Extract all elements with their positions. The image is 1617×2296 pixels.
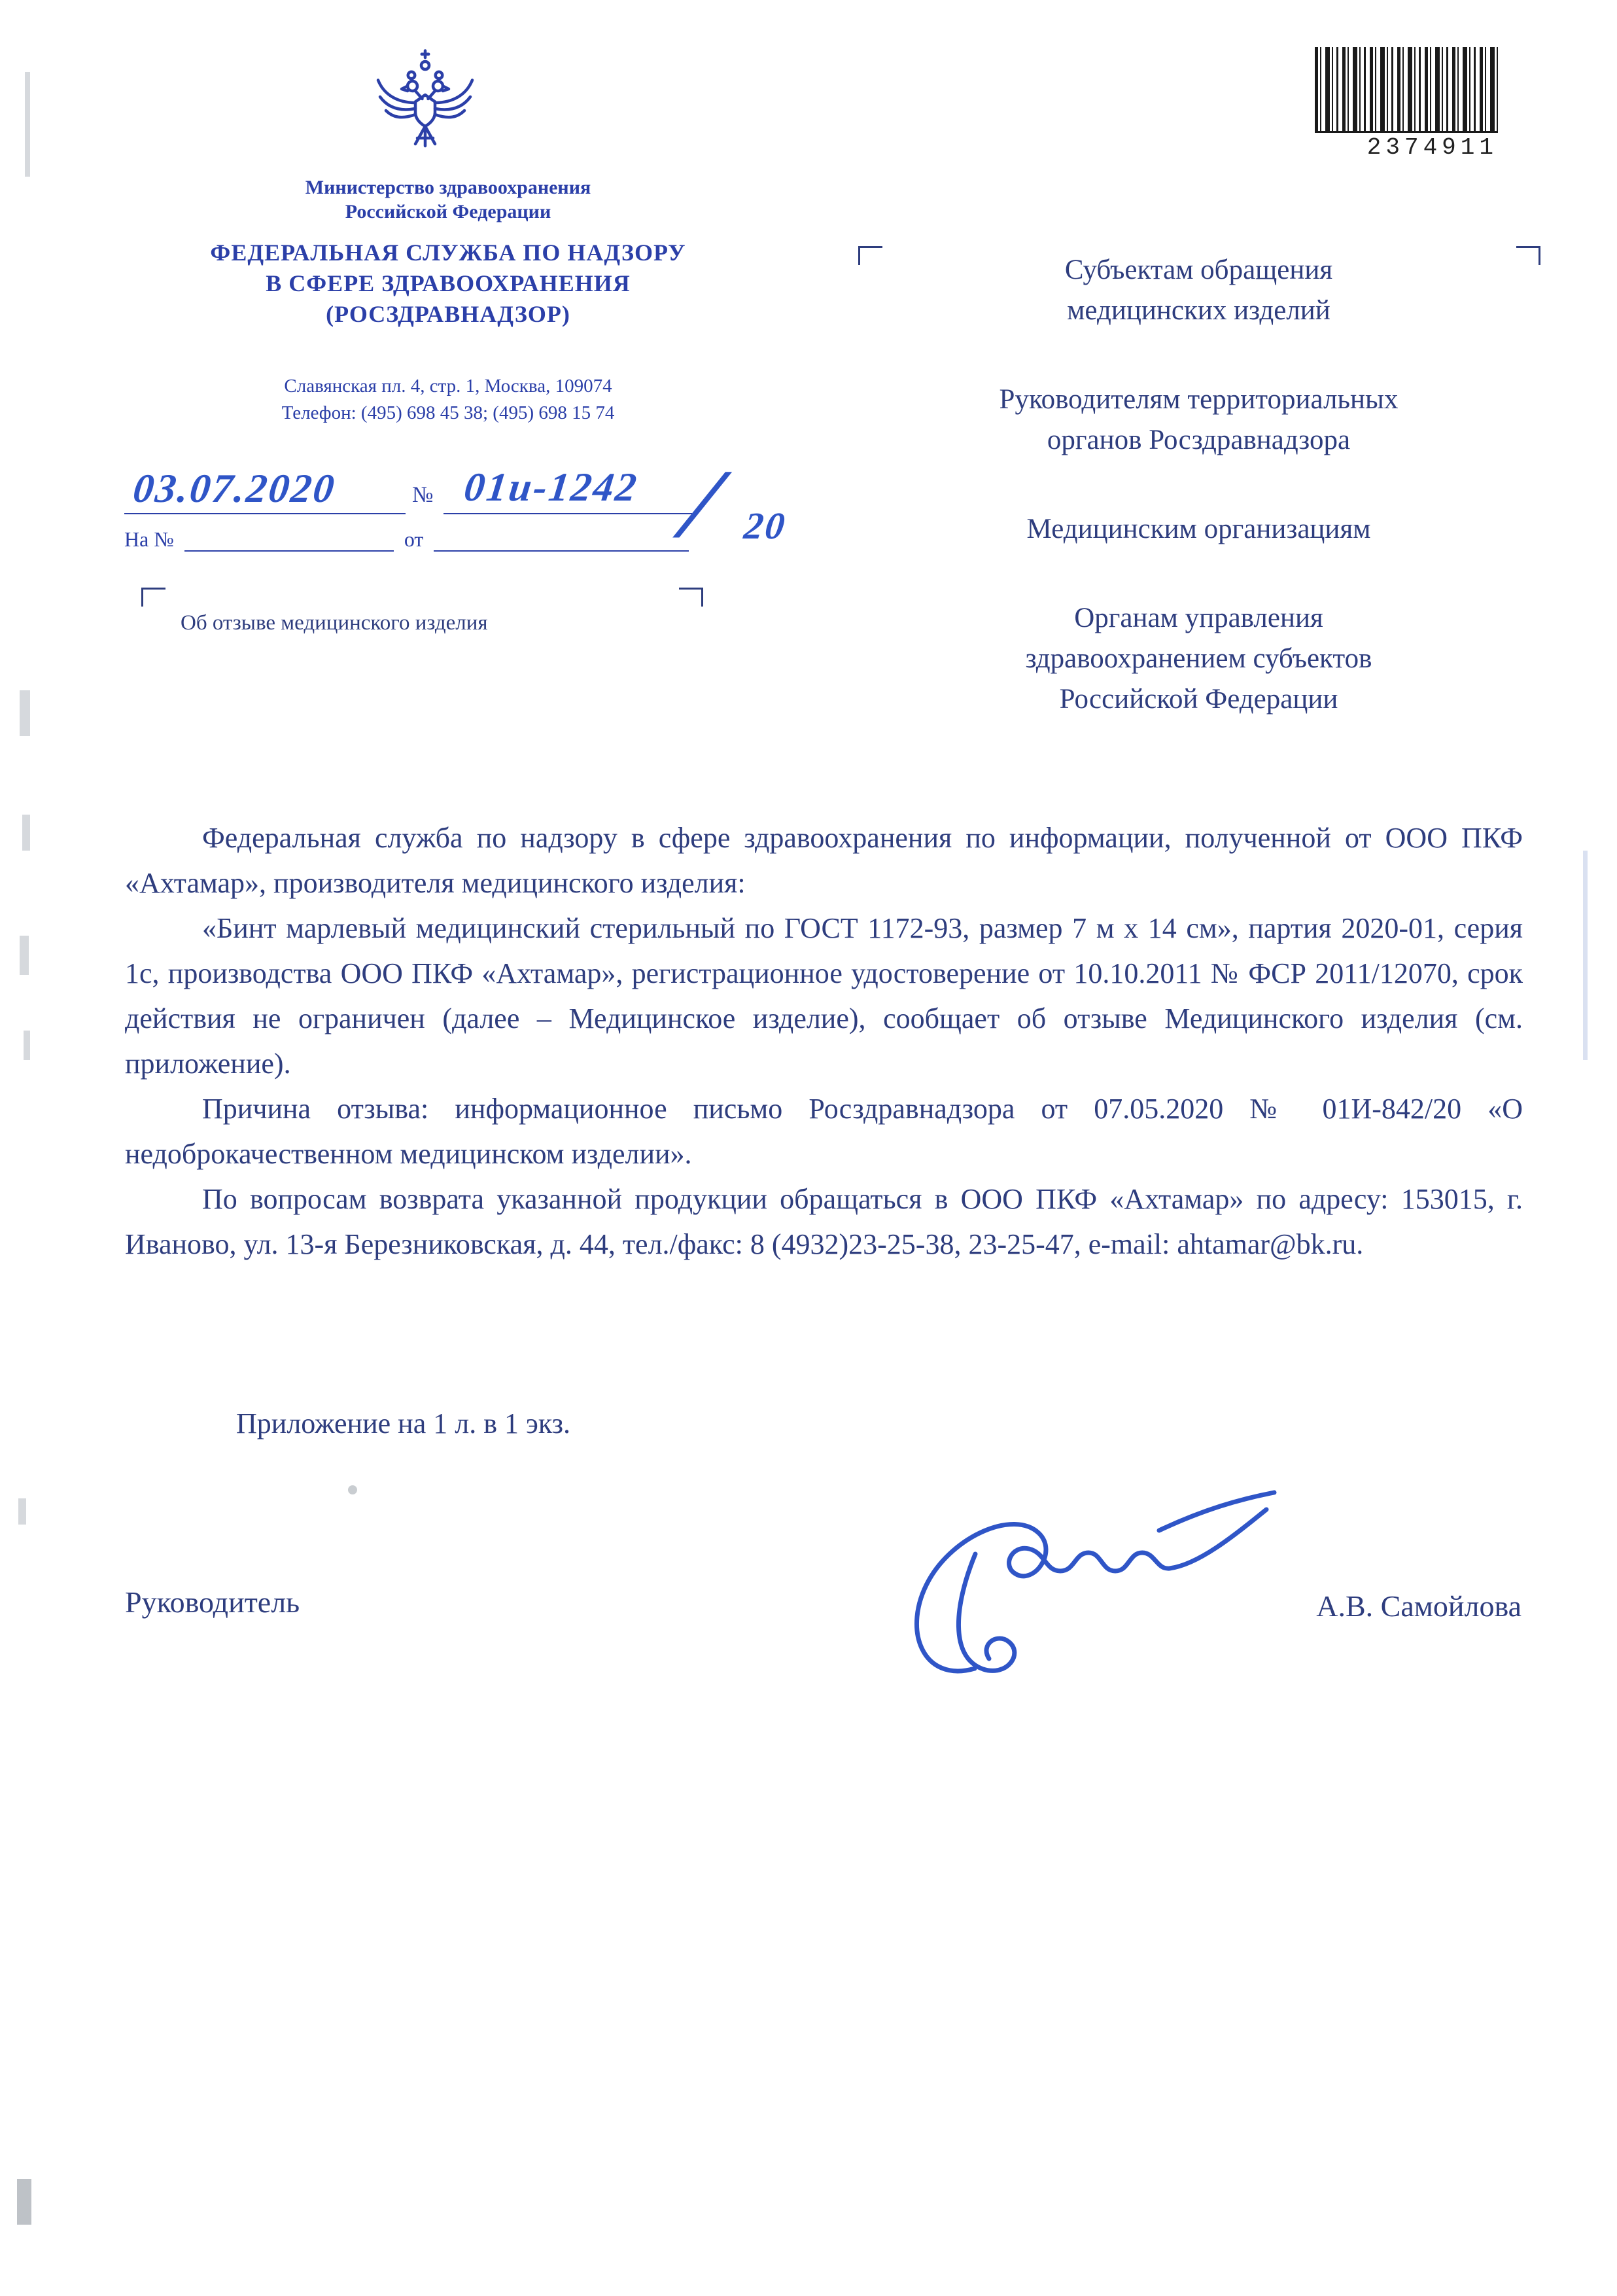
scan-artifact — [22, 815, 30, 851]
addressee-line: медицинских изделий — [1067, 295, 1330, 326]
addressee-line: Российской Федерации — [1059, 684, 1338, 715]
service-line: (РОСЗДРАВНАДЗОР) — [326, 301, 570, 327]
scan-artifact — [20, 690, 30, 736]
addressee-list — [857, 250, 1540, 768]
barcode-bars-icon — [1315, 47, 1498, 133]
signer-title: Руководитель — [125, 1585, 300, 1619]
addressee-block — [857, 250, 1540, 331]
corner-mark-icon — [141, 588, 165, 607]
scan-artifact — [25, 72, 30, 177]
reply-from-label: от — [404, 527, 424, 551]
number-sign: № — [412, 483, 434, 507]
scan-artifact — [1583, 851, 1588, 1060]
attachment-note: Приложение на 1 л. в 1 экз. — [236, 1407, 571, 1439]
subject-label: Об отзыве медицинского изделия — [181, 611, 488, 635]
service-line: ФЕДЕРАЛЬНАЯ СЛУЖБА ПО НАДЗОРУ — [210, 239, 686, 266]
service-line: В СФЕРЕ ЗДРАВООХРАНЕНИЯ — [266, 270, 631, 296]
org-address-line: Телефон: (495) 698 45 38; (495) 698 15 74 — [281, 402, 615, 423]
addressee-line: Субъектам обращения — [1064, 255, 1333, 285]
corner-mark-icon — [679, 588, 703, 607]
ministry-name — [124, 175, 772, 224]
reply-reference-row — [124, 527, 942, 552]
addressee-line: органов Росздравнадзора — [1047, 425, 1351, 455]
scan-artifact — [20, 936, 29, 975]
body-paragraph: Федеральная служба по надзору в сфере здравоохранения по информации, полученной от ООО ПКФ «Ахтамар», производителя медицинского изделия: — [125, 822, 1523, 899]
coat-of-arms-icon — [366, 46, 484, 164]
signer-name: А.В. Самойлова — [1316, 1589, 1521, 1623]
barcode-number: 2374911 — [1366, 134, 1498, 161]
body-paragraph: По вопросам возврата указанной продукции обращаться в ООО ПКФ «Ахтамар» по адресу: 153015, г. Иваново, ул. 13-я Березниковская, д. 44, тел./факс: 8 (4932)23-25-38, 23-25-47, e-mail: ahtamar@bk.ru. — [125, 1183, 1523, 1260]
addressee-line: Органам управления — [1074, 603, 1323, 633]
addressee-block — [857, 380, 1540, 461]
reply-prefix: На № — [124, 527, 174, 551]
body-paragraph: «Бинт марлевый медицинский стерильный по ГОСТ 1172-93, размер 7 м х 14 см», партия 2020-01, серия 1с, производства ООО ПКФ «Ахтамар», регистрационное удостоверение от 10.10.2011 № ФСР 2011/12070, срок действия не ограничен (далее – Медицинское изделие), сообщает об отзыве Медицинского изделия (см. приложение). — [125, 912, 1523, 1080]
handwritten-year: 20 — [742, 504, 789, 547]
handwritten-signature — [877, 1475, 1282, 1685]
org-address-line: Славянская пл. 4, стр. 1, Москва, 109074 — [284, 376, 612, 397]
scan-artifact — [348, 1485, 357, 1494]
ministry-line: Министерство здравоохранения — [305, 177, 591, 198]
handwritten-slash: / — [672, 450, 733, 558]
ministry-line: Российской Федерации — [345, 201, 551, 222]
scan-artifact — [24, 1031, 30, 1060]
addressee-line: Руководителям территориальных — [999, 384, 1399, 415]
body-paragraph: Причина отзыва: информационное письмо Росздравнадзора от 07.05.2020 № 01И-842/20 «О недоброкачественном медицинском изделии». — [125, 1093, 1523, 1170]
scan-artifact — [17, 2179, 31, 2225]
org-address — [124, 373, 772, 427]
addressee-block — [857, 509, 1540, 550]
handwritten-date: 03.07.2020 — [130, 467, 339, 511]
scan-artifact — [18, 1498, 26, 1525]
addressee-line: Медицинским организациям — [1026, 514, 1371, 544]
addressee-block — [857, 598, 1540, 720]
letter-body — [125, 815, 1523, 1267]
subject-zone — [124, 588, 713, 646]
reply-date-blank — [434, 531, 689, 552]
handwritten-number: 01и-1242 — [461, 465, 641, 510]
service-name — [124, 238, 772, 330]
reply-number-blank — [184, 531, 394, 552]
addressee-line: здравоохранением субъектов — [1025, 643, 1372, 674]
barcode — [1315, 47, 1498, 161]
